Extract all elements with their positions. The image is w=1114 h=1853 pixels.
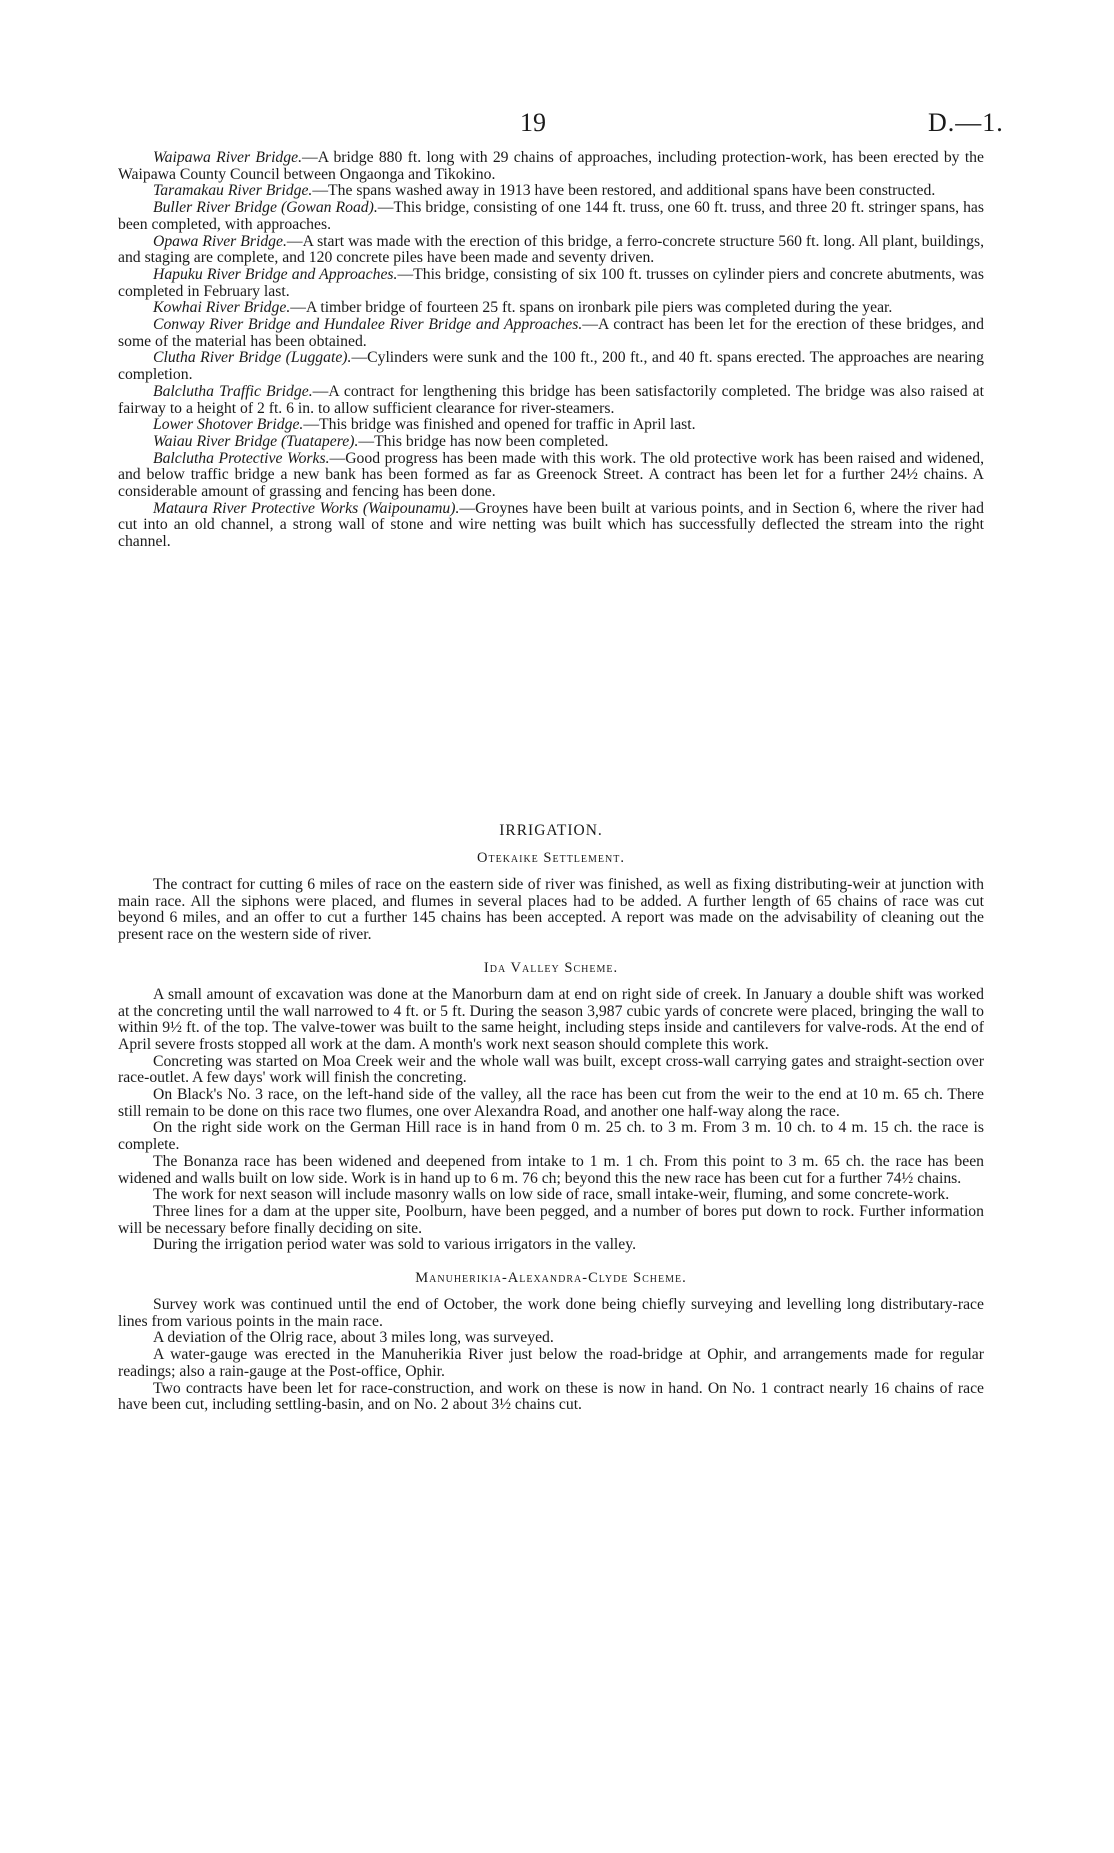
ida-valley-paragraph: The Bonanza race has been widened and deepened from intake to 1 m. 1 ch. From this point to 3 m. 65 ch. the race has been widened and walls built on low side. Work is in hand up to 6 m. 76 ch; beyond this the new race has been cut for a further 74½ chains. — [118, 1152, 984, 1187]
otekaike-paragraph: The contract for cutting 6 miles of race on the eastern side of river was finished, as well as fixing distributing-weir at junction with main race. All the siphons were placed, and flumes in several places had to be added. A further length of 65 chains of race was cut beyond 6 miles, and an offer to cut a further 145 chains has been accepted. A report was made on the advisability of cleaning out the present race on the western side of river. — [118, 876, 984, 944]
document-reference: D.—1. — [928, 108, 1004, 137]
paragraph-text: —A start was made with the erection of this bridge, a ferro-concrete structure 560 ft. long. All plant, buildings, and staging are complete, and 120 concrete piles have been made and seventy driven. — [118, 232, 985, 267]
manuherikia-paragraph: A water-gauge was erected in the Manuherikia River just below the road-bridge at Ophir, and arrangements made for regular readings; also a rain-gauge at the Post-office, Ophir. — [118, 1346, 984, 1380]
paragraph-text: —A contract for lengthening this bridge has been satisfactorily completed. The bridge was also raised at fairway to a height of 2 ft. 6 in. to allow sufficient clearance for river-steamers. — [118, 382, 984, 417]
paragraph-title: Taramakau River Bridge. — [153, 182, 313, 200]
paragraph-title: Mataura River Protective Works (Waipounamu). — [153, 499, 460, 517]
bridge-paragraph — [118, 434, 984, 451]
paragraph-title: Hapuku River Bridge and Approaches. — [153, 265, 398, 283]
paragraph-title: Lower Shotover Bridge. — [153, 416, 304, 434]
bridge-paragraph — [118, 384, 984, 417]
paragraph-text: —This bridge was finished and opened for traffic in April last. — [303, 416, 696, 434]
paragraph-text: —Groynes have been built at various points, and in Section 6, where the river had cut into an old channel, a strong wall of stone and wire netting was built which has successfully deflected the stream into the right channel. — [118, 499, 984, 551]
ida-valley-paragraph: The work for next season will include masonry walls on low side of race, small intake-weir, fluming, and some concrete-work. — [153, 1186, 950, 1204]
bridge-paragraph — [118, 417, 984, 434]
paragraph-text: —Cylinders were sunk and the 100 ft., 200 ft., and 40 ft. spans erected. The approaches are nearing completion. — [118, 349, 984, 384]
paragraph-text: —A contract has been let for the erection of these bridges, and some of the material has been obtained. — [118, 316, 984, 350]
otekaike-heading: Otekaike Settlement. — [477, 850, 625, 866]
irrigation-section — [118, 822, 984, 1414]
ida-valley-paragraph: A small amount of excavation was done at the Manorburn dam at end on right side of creek. In January a double shift was worked at the concreting until the wall narrowed to 4 ft. or 5 ft. During the season 3,987 cubic yards of concrete were placed, bringing the wall to within 9½ ft. of the top. The valve-tower was built to the same height, including steps inside and cantilevers for valve-rods. At the end of April severe frosts stopped all work at the dam. A month's work next season should complete this work. — [118, 985, 984, 1053]
paragraph-text: —The spans washed away in 1913 have been restored, and additional spans have been constructed. — [312, 182, 936, 200]
paragraph-title: Clutha River Bridge (Luggate). — [153, 349, 352, 367]
paragraph-text: —This bridge, consisting of one 144 ft. truss, one 60 ft. truss, and three 20 ft. stringer spans, has been completed, with approaches. — [118, 199, 984, 233]
bridge-paragraph — [118, 350, 984, 383]
paragraph-title: Balclutha Traffic Bridge. — [153, 382, 313, 400]
manuherikia-paragraph: Two contracts have been let for race-construction, and work on these is now in hand. On No. 1 contract nearly 16 chains of race have been cut, including settling-basin, and on No. 2 about 3½ chains cut. — [118, 1379, 984, 1414]
paragraph-text: —A timber bridge of fourteen 25 ft. spans on ironbark pile piers was completed during the year. — [290, 299, 893, 317]
bridges-section — [118, 150, 984, 551]
ida-valley-paragraph: During the irrigation period water was sold to various irrigators in the valley. — [153, 1236, 636, 1254]
paragraph-title: Conway River Bridge and Hundalee River Bridge and Approaches. — [153, 316, 583, 334]
bridge-paragraph — [118, 501, 984, 551]
ida-valley-heading: Ida Valley Scheme. — [483, 959, 619, 976]
paragraph-text: —A bridge 880 ft. long with 29 chains of approaches, including protection-work, has been erected by the Waipawa County Council between Ongaonga and Tikokino. — [118, 149, 984, 183]
bridge-paragraph — [118, 183, 984, 200]
paragraph-title: Opawa River Bridge. — [153, 232, 287, 250]
bridge-paragraph — [118, 317, 984, 350]
paragraph-text: —This bridge has now been completed. — [358, 432, 609, 450]
paragraph-text: —Good progress has been made with this work. The old protective work has been raised and widened, and below traffic bridge a new bank has been formed as far as Greenock Street. A contract has been let for a further 24½ chains. A considerable amount of grassing and fencing has been done. — [118, 449, 984, 501]
manuherikia-paragraph: Survey work was continued until the end of October, the work done being chiefly surveying and levelling long distributary-race lines from various points in the main race. — [118, 1296, 984, 1330]
paragraph-title: Waipawa River Bridge. — [153, 149, 303, 166]
bridge-paragraph — [118, 451, 984, 501]
paragraph-title: Waiau River Bridge (Tuatapere). — [153, 432, 359, 450]
ida-valley-paragraph: On the right side work on the German Hill race is in hand from 0 m. 25 ch. to 3 m. From 3 m. 10 ch. to 4 m. 15 ch. the race is complete. — [118, 1119, 984, 1154]
manuherikia-paragraph: A deviation of the Olrig race, about 3 miles long, was surveyed. — [153, 1329, 554, 1347]
ida-valley-paragraph: Concreting was started on Moa Creek weir and the whole wall was built, except cross-wall carrying gates and straight-section over race-outlet. A few days' work will finish the concreting. — [118, 1052, 984, 1087]
paragraph-title: Buller River Bridge (Gowan Road). — [153, 199, 378, 217]
bridge-paragraph — [118, 300, 984, 317]
paragraph-text: —This bridge, consisting of six 100 ft. trusses on cylinder piers and concrete abutments, was completed in February last. — [118, 265, 984, 300]
paragraph-title: Kowhai River Bridge. — [153, 299, 291, 317]
bridge-paragraph — [118, 267, 984, 300]
page-number: 19 — [520, 108, 546, 137]
bridge-paragraph — [118, 200, 984, 233]
irrigation-heading: IRRIGATION. — [499, 822, 603, 839]
ida-valley-paragraph: On Black's No. 3 race, on the left-hand side of the valley, all the race has been cut from the weir to the end at 10 m. 65 ch. There still remain to be done on this race two flumes, one over Alexandra Road, and another one half-way along the race. — [118, 1086, 984, 1120]
ida-valley-paragraph: Three lines for a dam at the upper site, Poolburn, have been pegged, and a number of bores put down to rock. Further information will be necessary before finally deciding on site. — [118, 1202, 984, 1237]
bridge-paragraph — [118, 150, 984, 183]
bridge-paragraph — [118, 234, 984, 267]
paragraph-title: Balclutha Protective Works. — [153, 449, 330, 467]
manuherikia-heading: Manuherikia-Alexandra-Clyde Scheme. — [415, 1270, 687, 1287]
